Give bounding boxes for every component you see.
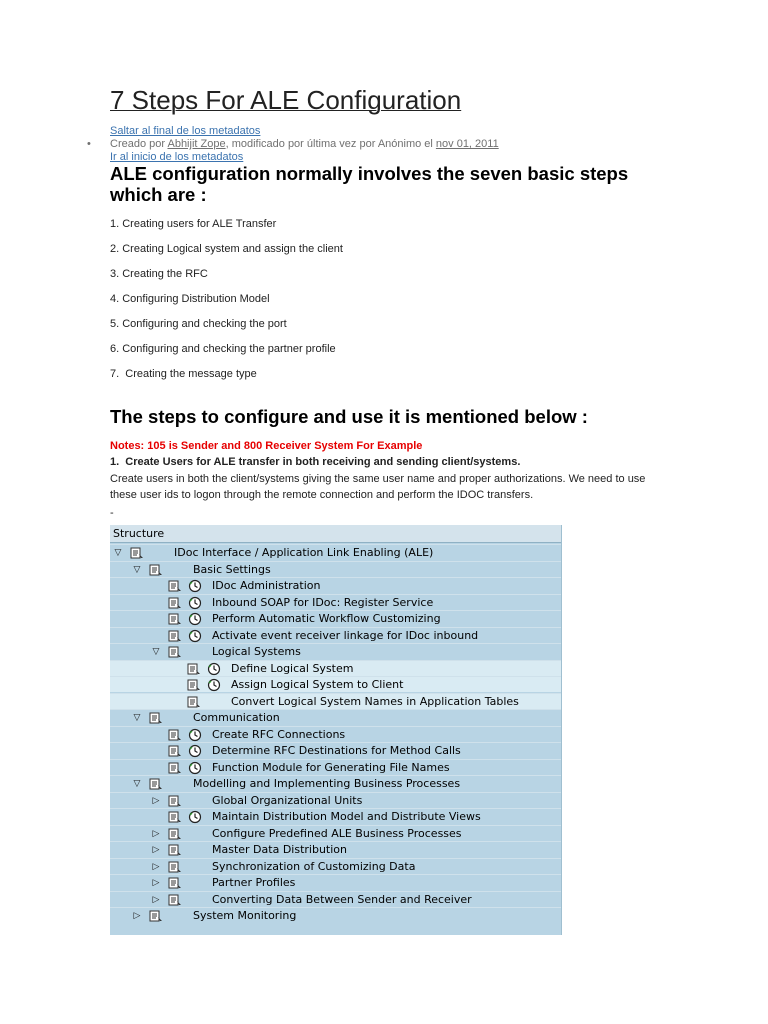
steps-heading: The steps to configure and use it is mentioned below : <box>110 406 588 427</box>
tree-node[interactable] <box>110 825 561 841</box>
document-icon[interactable] <box>187 663 201 675</box>
execute-clock-icon[interactable] <box>188 579 202 593</box>
created-by-label: Creado por <box>110 138 168 150</box>
document-icon[interactable] <box>168 729 182 741</box>
document-icon[interactable] <box>168 762 182 774</box>
tree-node-label: Configure Predefined ALE Business Processes <box>212 826 462 840</box>
tree-node[interactable] <box>110 759 561 775</box>
tree-node-label: Converting Data Between Sender and Receiver <box>212 892 472 906</box>
tree-node-label: Master Data Distribution <box>212 843 347 856</box>
step-item: 2. Creating Logical system and assign the client <box>110 243 343 255</box>
tree-node-label: Define Logical System <box>231 661 354 675</box>
document-icon[interactable] <box>130 547 144 559</box>
collapse-arrow-icon[interactable]: ▷ <box>152 795 160 806</box>
document-icon[interactable] <box>168 646 182 658</box>
tree-node-label: Perform Automatic Workflow Customizing <box>212 612 441 625</box>
step1-title: 1. Create Users for ALE transfer in both receiving and sending client/systems. <box>110 456 521 468</box>
tree-node[interactable] <box>110 841 561 857</box>
tree-node-label: Convert Logical System Names in Application Tables <box>231 694 519 708</box>
document-icon[interactable] <box>149 910 163 922</box>
execute-clock-icon[interactable] <box>188 596 202 610</box>
tree-node-label: Modelling and Implementing Business Processes <box>193 777 461 790</box>
tree-node[interactable] <box>110 858 561 874</box>
tree-node-label: IDoc Administration <box>212 579 321 592</box>
document-icon[interactable] <box>168 861 182 873</box>
tree-node[interactable] <box>110 577 561 593</box>
dash-text: - <box>110 507 114 519</box>
tree-node-label: System Monitoring <box>193 909 297 922</box>
document-icon[interactable] <box>168 828 182 840</box>
tree-node-label: Global Organizational Units <box>212 793 363 807</box>
step-item: 1. Creating users for ALE Transfer <box>110 218 277 230</box>
tree-node[interactable] <box>110 594 561 610</box>
document-icon[interactable] <box>149 712 163 724</box>
step-item: 5. Configuring and checking the port <box>110 318 287 330</box>
expand-arrow-icon[interactable]: ▽ <box>133 564 141 575</box>
document-icon[interactable] <box>168 844 182 856</box>
step-item: 6. Configuring and checking the partner profile <box>110 343 336 355</box>
page-metadata <box>87 138 499 151</box>
intro-heading: ALE configuration normally involves the seven basic steps which are : <box>110 163 629 205</box>
step-item: 7. Creating the message type <box>110 368 257 380</box>
tree-node-label: Maintain Distribution Model and Distribute Views <box>212 810 481 823</box>
tree-node-label: IDoc Interface / Application Link Enabling (ALE) <box>174 546 434 559</box>
tree-node[interactable] <box>110 808 561 824</box>
document-icon[interactable] <box>187 679 201 691</box>
sap-structure-tree <box>110 525 562 935</box>
collapse-arrow-icon[interactable]: ▷ <box>152 894 160 905</box>
collapse-arrow-icon[interactable]: ▷ <box>152 861 160 872</box>
document-icon[interactable] <box>187 696 201 708</box>
tree-node-label: Logical Systems <box>212 645 301 658</box>
step1-description: Create users in both the client/systems giving the same user name and proper authorizations. We need to use these user ids to logon through the remote connection and perform the IDOC transfers. <box>110 473 646 501</box>
page-title: 7 Steps For ALE Configuration <box>110 85 462 115</box>
tree-node[interactable] <box>110 874 561 890</box>
execute-clock-icon[interactable] <box>188 728 202 742</box>
collapse-arrow-icon[interactable]: ▷ <box>152 878 160 888</box>
document-icon[interactable] <box>168 597 182 609</box>
tree-node[interactable] <box>110 660 561 676</box>
execute-clock-icon[interactable] <box>188 612 202 626</box>
collapse-arrow-icon[interactable]: ▷ <box>152 845 160 855</box>
step-item: 4. Configuring Distribution Model <box>110 293 270 305</box>
execute-clock-icon[interactable] <box>188 744 202 758</box>
tree-node[interactable] <box>110 775 561 791</box>
author-link[interactable]: Abhijit Zope <box>167 138 226 150</box>
tree-node-label: Create RFC Connections <box>212 727 346 741</box>
tree-node[interactable] <box>110 544 561 560</box>
note-text: Notes: 105 is Sender and 800 Receiver System For Example <box>110 440 423 452</box>
tree-node-label: Communication <box>193 711 280 724</box>
skip-to-metadata-start-link[interactable]: Ir al inicio de los metadatos <box>110 151 244 163</box>
document-icon[interactable] <box>168 894 182 906</box>
document-icon[interactable] <box>168 877 182 889</box>
tree-node[interactable] <box>110 627 561 643</box>
execute-clock-icon[interactable] <box>188 629 202 643</box>
step-item: 3. Creating the RFC <box>110 268 208 280</box>
execute-clock-icon[interactable] <box>188 761 202 775</box>
tree-node[interactable] <box>110 561 561 577</box>
collapse-arrow-icon[interactable]: ▷ <box>133 911 141 921</box>
document-icon[interactable] <box>168 811 182 823</box>
tree-node[interactable] <box>110 726 561 742</box>
execute-clock-icon[interactable] <box>188 810 202 824</box>
modified-date-link[interactable]: nov 01, 2011 <box>435 138 499 150</box>
tree-node-label: Function Module for Generating File Names <box>212 760 450 774</box>
skip-to-metadata-end-link[interactable]: Saltar al final de los metadatos <box>110 125 261 137</box>
tree-node-label: Partner Profiles <box>212 876 296 889</box>
bullet: • <box>87 138 91 150</box>
tree-node[interactable] <box>110 693 561 709</box>
execute-clock-icon[interactable] <box>207 662 221 676</box>
tree-node[interactable] <box>110 709 561 725</box>
expand-arrow-icon[interactable]: ▽ <box>152 647 160 657</box>
tree-node[interactable] <box>110 792 561 808</box>
tree-node-label: Determine RFC Destinations for Method Calls <box>212 744 461 757</box>
tree-node[interactable] <box>110 643 561 659</box>
tree-divider <box>110 542 561 543</box>
tree-node-label: Basic Settings <box>193 562 271 576</box>
expand-arrow-icon[interactable]: ▽ <box>133 779 141 789</box>
document-icon[interactable] <box>168 613 182 625</box>
tree-header: Structure <box>110 525 561 542</box>
execute-clock-icon[interactable] <box>207 678 221 692</box>
tree-node[interactable] <box>110 742 561 758</box>
tree-node[interactable] <box>110 891 561 907</box>
expand-arrow-icon[interactable]: ▽ <box>133 713 141 723</box>
tree-node-label: Assign Logical System to Client <box>231 678 404 691</box>
document-icon[interactable] <box>149 778 163 790</box>
document-icon[interactable] <box>168 630 182 642</box>
tree-node[interactable] <box>110 676 561 692</box>
tree-node-label: Synchronization of Customizing Data <box>212 859 416 873</box>
tree-node[interactable] <box>110 907 561 923</box>
tree-node[interactable] <box>110 610 561 626</box>
document-icon[interactable] <box>168 795 182 807</box>
expand-arrow-icon[interactable]: ▽ <box>114 548 122 558</box>
tree-node-label: Inbound SOAP for IDoc: Register Service <box>212 595 434 609</box>
document-icon[interactable] <box>168 580 182 592</box>
collapse-arrow-icon[interactable]: ▷ <box>152 828 160 839</box>
document-icon[interactable] <box>149 564 163 576</box>
modified-by-label: , modificado por última vez por Anónimo el <box>225 138 436 150</box>
tree-node-label: Activate event receiver linkage for IDoc inbound <box>212 628 479 642</box>
document-icon[interactable] <box>168 745 182 757</box>
